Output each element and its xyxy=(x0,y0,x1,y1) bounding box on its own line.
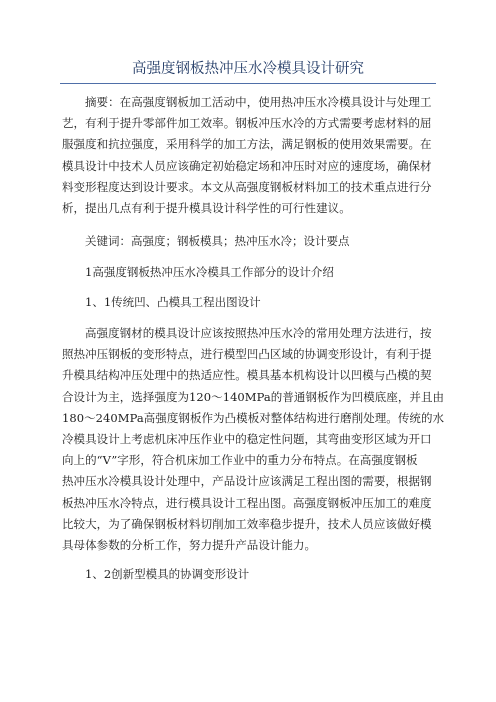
body-line: 合设计为主，选择强度为120～140MPa的普通钢板作为凹模底座，并且由 xyxy=(62,389,445,404)
abstract-paragraph xyxy=(62,92,436,219)
abstract-line: 料变形程度达到设计要求。本文从高强度钢板材料加工的技术重点进行分 xyxy=(62,179,432,194)
abstract-line: 模具设计中技术人员应该确定初始稳定场和冲压时对应的速度场，确保材 xyxy=(62,158,432,173)
body-line: 高强度钢材的模具设计应该按照热冲压水冷的常用处理方法进行，按 xyxy=(85,326,432,340)
abstract-line: 服强度和抗拉强度，采用科学的加工方法，满足钢板的使用效果需要。在 xyxy=(62,137,432,152)
keywords-line: 关键词：高强度；钢板模具；热冲压水冷；设计要点 xyxy=(85,234,350,248)
document-title: 高强度钢板热冲压水冷模具设计研究 xyxy=(132,61,364,77)
body-line: 热冲压水冷模具设计处理中，产品设计应该满足工程出图的需要，根据钢 xyxy=(62,474,432,489)
body-line: 具母体参数的分析工作，努力提升产品设计能力。 xyxy=(62,537,317,552)
body-line: 照热冲压钢板的变形特点，进行模型凹凸区域的协调变形设计，有利于提 xyxy=(62,347,432,362)
body-line: 180～240MPa高强度钢板作为凸模板对整体结构进行磨削处理。传统的水 xyxy=(62,410,445,425)
abstract-line: 摘要：在高强度钢板加工活动中，使用热冲压水冷模具设计与处理工 xyxy=(85,95,432,109)
body-line: 比较大，为了确保钢板材料切削加工效率稳步提升，技术人员应该做好模 xyxy=(62,516,432,531)
body-line: 升模具结构冲压处理中的热适应性。模具基本机构设计以凹模与凸模的契 xyxy=(62,368,432,383)
body-line: 冷模具设计上考虑机床冲压作业中的稳定性问题，其弯曲变形区域为开口 xyxy=(62,431,432,446)
body-paragraph xyxy=(62,323,445,556)
body-line: 板热冲压水冷特点，进行模具设计工程出图。高强度钢板冲压加工的难度 xyxy=(62,495,432,510)
section-1-heading: 1高强度钢板热冲压水冷模具工作部分的设计介绍 xyxy=(85,265,334,279)
section-1-1-heading: 1、1传统凹、凸模具工程出图设计 xyxy=(85,295,261,309)
section-1-2-heading: 1、2创新型模具的协调变形设计 xyxy=(85,567,250,581)
abstract-line: 艺，有利于提升零部件加工效率。钢板冲压水冷的方式需要考虑材料的屈 xyxy=(62,116,432,131)
title-divider xyxy=(60,83,436,84)
body-line: 向上的“V”字形，符合机床加工作业中的重力分布特点。在高强度钢板 xyxy=(62,453,418,468)
abstract-line: 析，提出几点有利于提升模具设计科学性的可行性建议。 xyxy=(62,200,351,215)
